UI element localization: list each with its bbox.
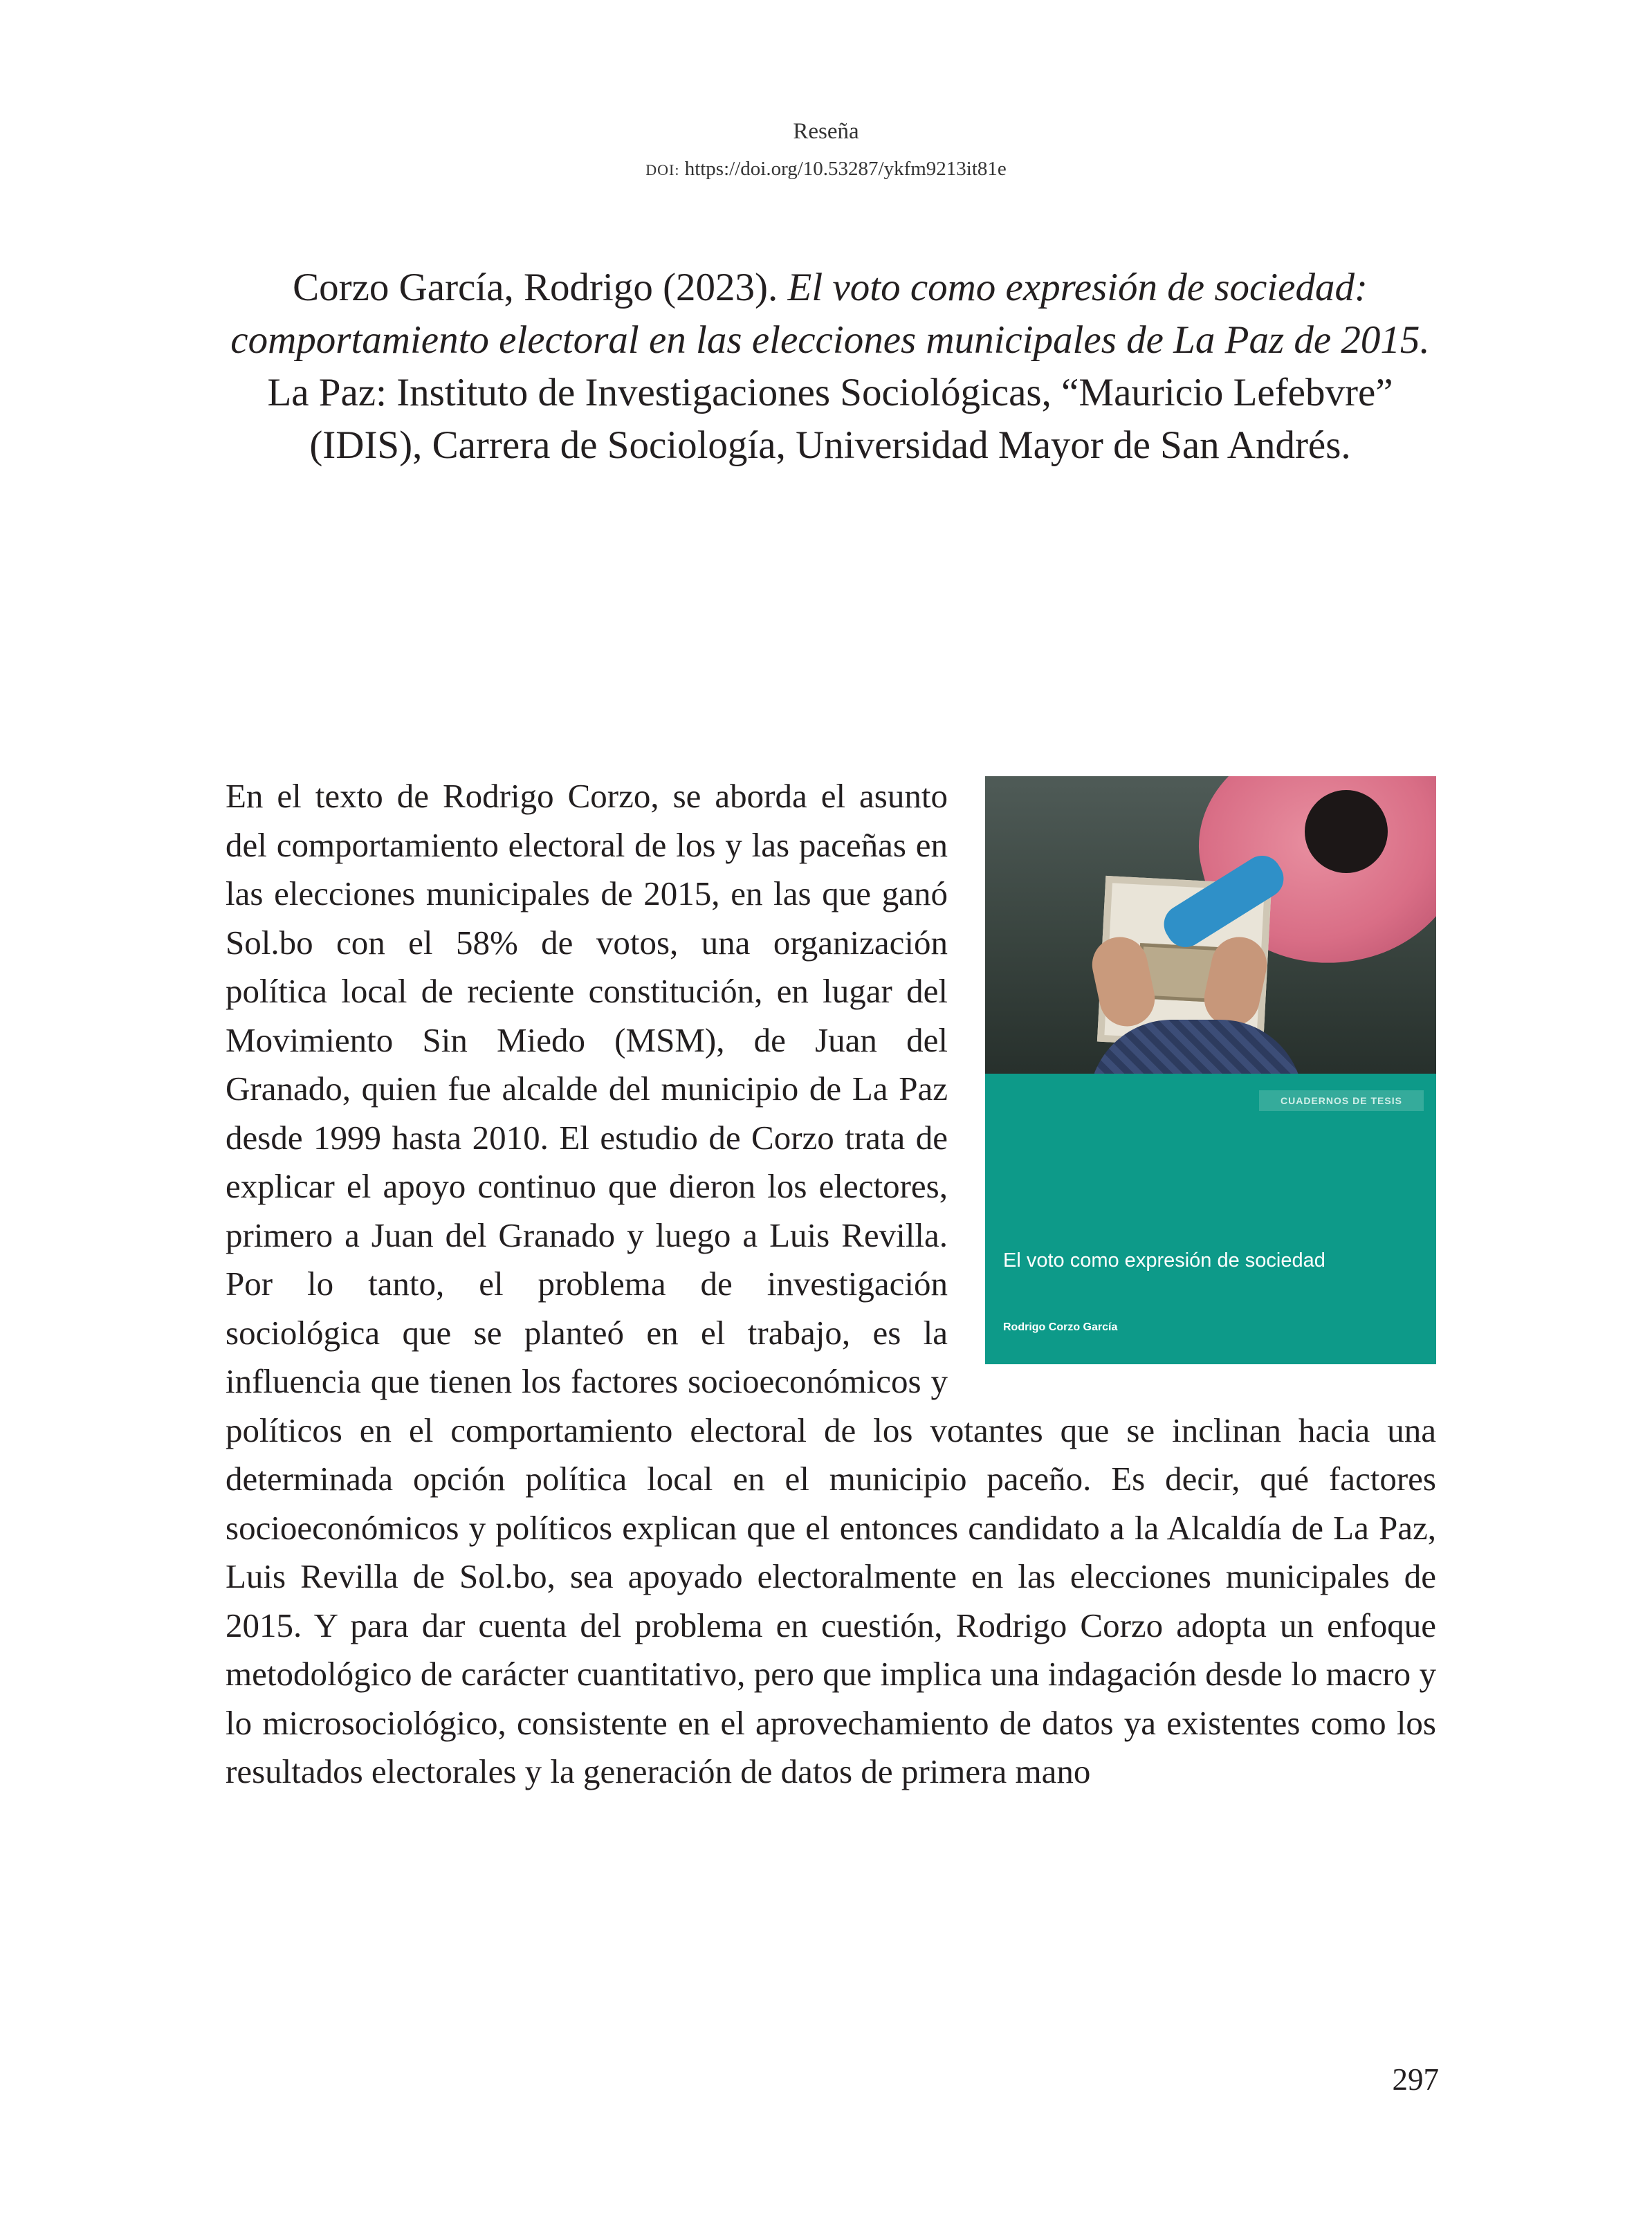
cover-title: El voto como expresión de sociedad <box>1003 1249 1325 1272</box>
review-body <box>226 772 1436 1797</box>
book-cover <box>985 776 1436 1364</box>
doi-link[interactable]: https://doi.org/10.53287/ykfm9213it81e <box>684 158 1007 180</box>
body-paragraph: En el texto de Rodrigo Corzo, se aborda el asunto del comportamiento electoral de los y las paceñas en las elecciones municipales de 2015, en las que ganó Sol.bo con el 58% de votos, una organización política local de reciente constitución, en lugar del Movimiento Sin Miedo (MSM), de Juan del Granado, quien fue alcalde del municipio de La Paz desde 1999 hasta 2010. El estudio de Corzo trata de explicar el apoyo continuo que dieron los electores, primero a Juan del Granado y luego a Luis Revilla. Por lo tanto, el problema de investigación sociológica que se planteó en el trabajo, es la influencia que tienen los factores socioeconómicos y políticos en el comportamiento electoral de los votantes que se inclinan hacia una determinada opción política local en el municipio paceño. Es decir, qué factores socioeconómicos y políticos explican que el entonces candidato a la Alcaldía de La Paz, Luis Revilla de Sol.bo, sea apoyado electoralmente en las elecciones municipales de 2015. Y para dar cuenta del problema en cuestión, Rodrigo Corzo adopta un enfoque metodológico de carácter cuantitativo, pero que implica una indagación desde lo macro y lo microsociológico, consistente en el aprovechamiento de datos ya existentes como los resultados electorales y la generación de datos de primera mano <box>226 777 1436 1790</box>
page-number: 297 <box>1392 2062 1439 2097</box>
doi-label: DOI: <box>645 161 680 178</box>
book-citation <box>221 262 1439 472</box>
ballot-box-photo <box>985 776 1436 1074</box>
cover-series-tag: CUADERNOS DE TESIS <box>1259 1090 1424 1111</box>
section-kicker: Reseña <box>793 119 859 144</box>
cover-photo-head <box>1305 790 1388 873</box>
citation-author: Corzo García, Rodrigo (2023). <box>293 266 788 309</box>
doi-line <box>0 158 1652 181</box>
citation-publisher: La Paz: Instituto de Investigaciones Sociológicas, “Mauricio Lefebvre” (IDIS), Carrera de Sociología, Universidad Mayor de San Andrés. <box>267 371 1393 467</box>
cover-author: Rodrigo Corzo García <box>1003 1321 1118 1333</box>
citation-title: El voto como expresión de sociedad: comportamiento electoral en las elecciones municipales de La Paz de 2015. <box>230 266 1430 362</box>
